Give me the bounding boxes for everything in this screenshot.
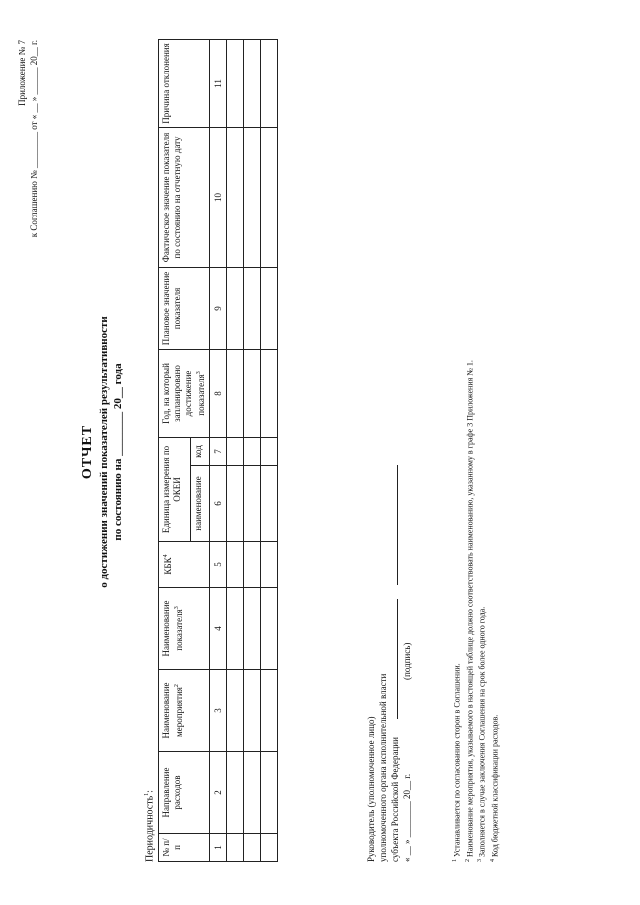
col-number: 5 [210,542,227,588]
header-indicator: Наименование показателя$^3$ [159,588,210,670]
header-kbk: КБК$^4$ [159,542,210,588]
empty-cell [244,39,261,127]
empty-cell [244,588,261,670]
empty-cell [244,466,261,542]
footnotes [450,360,501,862]
empty-cell [227,834,244,862]
empty-cell [227,39,244,127]
empty-cell [227,542,244,588]
report-title-block [80,22,124,882]
signatory-title-line2: уполномоченного органа исполнительной власти [378,673,388,862]
empty-cell [261,39,278,127]
empty-cell [227,437,244,465]
col-number: 8 [210,349,227,437]
empty-cell [227,466,244,542]
empty-cell [261,349,278,437]
signature-caption: (подпись) [402,642,412,680]
header-year: Год, на который запланировано достижение показателя$^3$ [159,349,210,437]
column-numbers-row [210,39,227,861]
empty-cell [261,127,278,267]
empty-cell [261,752,278,834]
col-number: 4 [210,588,227,670]
empty-cell [261,670,278,752]
col-number: 2 [210,752,227,834]
name-line [397,465,398,585]
signatory-title-line1: Руководитель (уполномоченное лицо) [366,716,376,862]
empty-cell [227,267,244,349]
table-row [227,39,244,861]
empty-cell [227,752,244,834]
footnote: $^3$ Заполняется в случае заключения Соглашения на срок более одного года. [477,606,487,862]
footnote: $^4$ Код бюджетной классификации расходов. [489,714,500,862]
agreement-reference: к Соглашению № ________ от « __ » ______ 20__ г. [29,40,39,238]
empty-cell [261,437,278,465]
signature-date: « __ » ________ 20__ г. [402,773,412,862]
header-plan: Плановое значение показателя [159,267,210,349]
col-number: 6 [210,466,227,542]
empty-cell [227,670,244,752]
periodicity-label: Периодичность$^1$: [144,790,156,862]
signature-block [365,465,413,862]
header-event: Наименование мероприятия$^2$ [159,670,210,752]
empty-cell [261,267,278,349]
empty-cell [261,588,278,670]
empty-cell [261,466,278,542]
header-unit-code: код [191,437,210,465]
empty-cell [244,437,261,465]
empty-cell [261,542,278,588]
col-number: 1 [210,834,227,862]
header-unit-name: наименование [191,466,210,542]
col-number: 10 [210,127,227,267]
header-unit: Единица измерения по ОКЕИ [159,437,191,541]
empty-cell [227,588,244,670]
footnote: $^1$ Устанавливается по согласованию сторон в Соглашении. [452,663,462,862]
empty-cell [244,542,261,588]
empty-cell [244,834,261,862]
table-row [244,39,261,861]
table-row [261,39,278,861]
signature-line [397,599,398,719]
col-number: 9 [210,267,227,349]
table-header-row [159,39,191,861]
header-fact: Фактическое значение показателя по состоянию на отчетную дату [159,127,210,267]
footnote: $^2$ Наименование мероприятия, указываемого в настоящей таблице должно соответствовать наименованию, указанному в графе 3 Приложения № 1. [464,360,475,862]
appendix-number: Приложение № 7 [17,40,27,106]
header-num: № п/п [159,834,210,862]
empty-cell [227,349,244,437]
col-number: 11 [210,39,227,127]
report-title: ОТЧЕТ [80,424,95,480]
col-number: 7 [210,437,227,465]
signatory-title-line3: субъекта Российской Федерации [389,465,401,862]
empty-cell [244,127,261,267]
empty-cell [261,834,278,862]
empty-cell [244,349,261,437]
empty-cell [244,267,261,349]
appendix-reference [16,40,40,237]
landscape-content [10,22,630,882]
report-date-line: по состоянию на ________ 20__ года [112,363,124,541]
report-subtitle: о достижении значений показателей результативности [98,316,110,588]
col-number: 3 [210,670,227,752]
header-reason: Причина отклонения [159,39,210,127]
header-direction: Направление расходов [159,752,210,834]
empty-cell [227,127,244,267]
indicators-table [158,39,278,862]
empty-cell [244,670,261,752]
empty-cell [244,752,261,834]
